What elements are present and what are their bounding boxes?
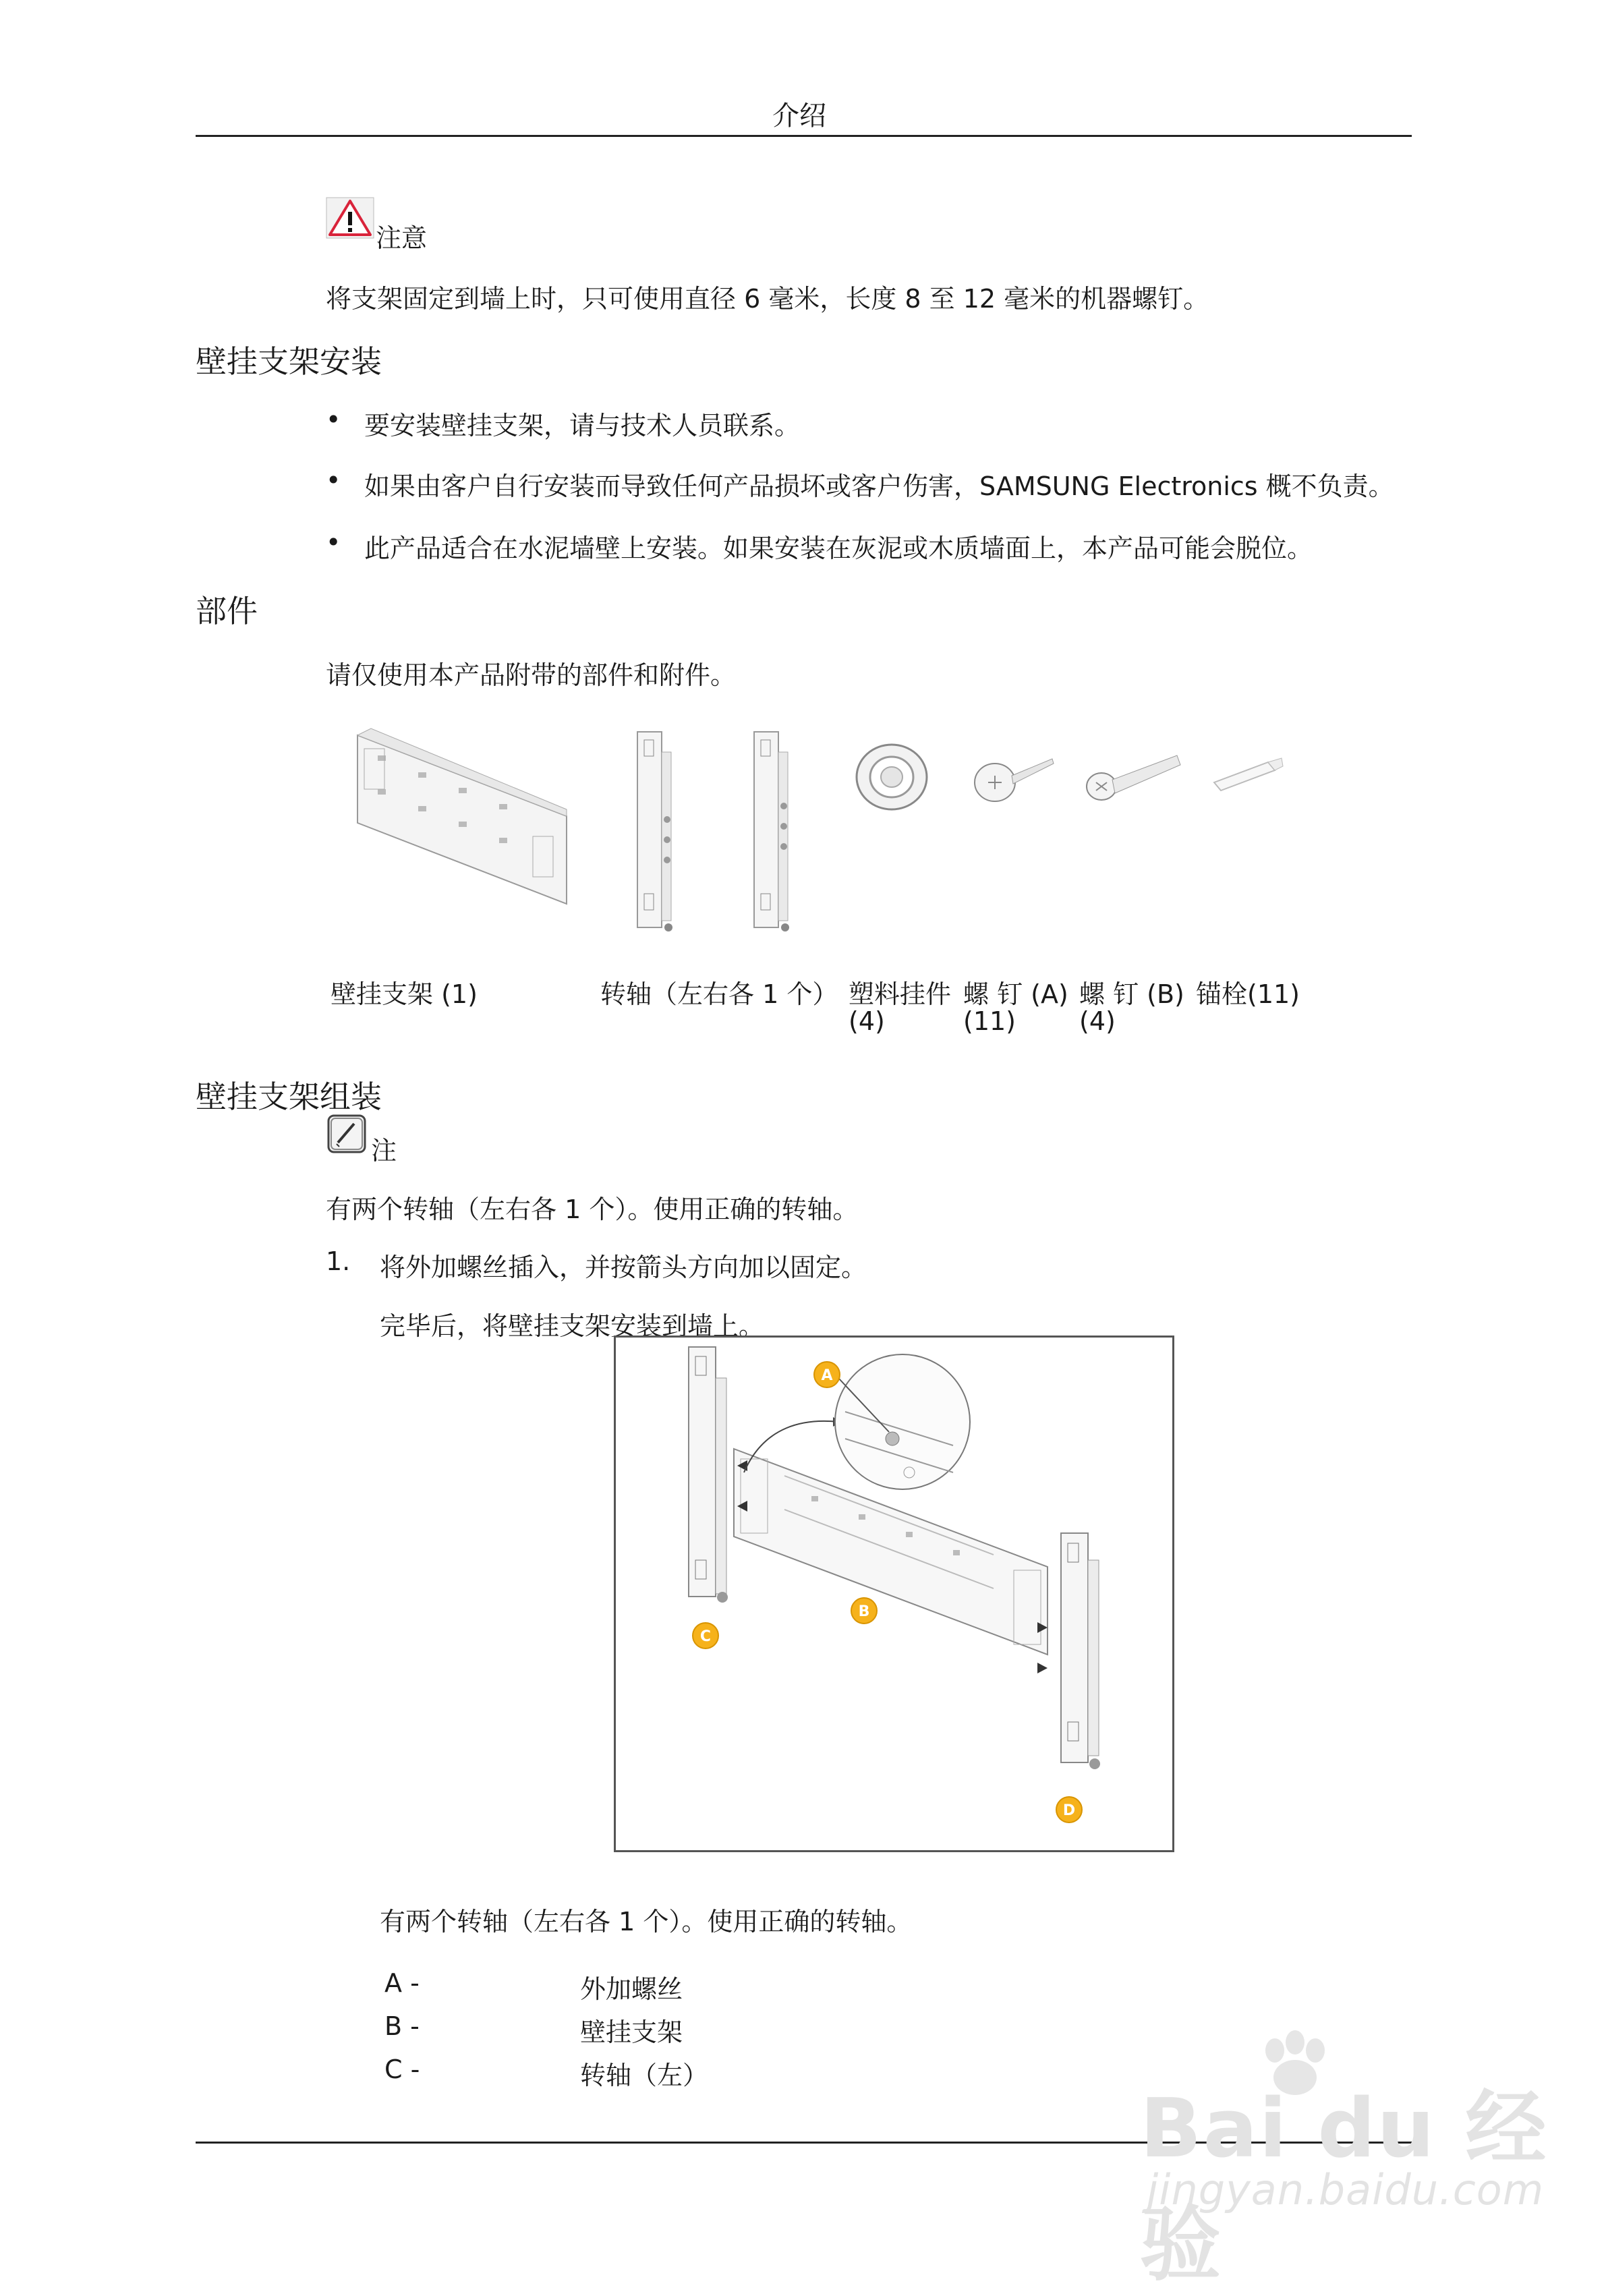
hinge-right-illustration bbox=[747, 725, 795, 941]
screw-a-illustration bbox=[971, 742, 1059, 809]
section-heading-assembly: 壁挂支架组装 bbox=[196, 1079, 382, 1115]
section-heading-parts: 部件 bbox=[196, 593, 258, 629]
part-label-hinge: 转轴（左右各 1 个） bbox=[600, 979, 838, 1009]
part-label-anchor: 锚栓(11) bbox=[1196, 979, 1300, 1009]
page-header-title: 介绍 bbox=[772, 101, 826, 132]
part-label-screw-a: 螺 钉 (A) bbox=[963, 979, 1068, 1009]
badge-a-label: A bbox=[821, 1367, 833, 1384]
part-label-bracket: 壁挂支架 (1) bbox=[331, 979, 478, 1009]
part-label-screw-b: 螺 钉 (B) bbox=[1079, 979, 1184, 1009]
note-pencil-icon bbox=[326, 1113, 368, 1155]
part-label-hanger: 塑料挂件 bbox=[849, 979, 952, 1009]
legend-key-c: C - bbox=[384, 2055, 420, 2084]
anchor-illustration bbox=[1207, 749, 1288, 803]
watermark-url: jingyan.baidu.com bbox=[1147, 2165, 1545, 2214]
caution-text: 将支架固定到墙上时，只可使用直径 6 毫米，长度 8 至 12 毫米的机器螺钉。 bbox=[326, 284, 1209, 314]
legend-value-c: 转轴（左） bbox=[580, 2061, 709, 2090]
legend-key-b: B - bbox=[384, 2011, 420, 2041]
legend-value-b: 壁挂支架 bbox=[580, 2017, 683, 2047]
step-text: 将外加螺丝插入，并按箭头方向加以固定。 bbox=[380, 1253, 867, 1282]
badge-c-label: C bbox=[699, 1628, 712, 1645]
bullet-dot: • bbox=[326, 405, 341, 434]
warning-triangle-icon bbox=[326, 197, 374, 239]
hinge-left-illustration bbox=[631, 725, 678, 941]
install-bullet-2: 如果由客户自行安装而导致任何产品损坏或客户伤害，SAMSUNG Electronics 概不负责。 bbox=[364, 471, 1394, 501]
step-subtext: 完毕后，将壁挂支架安装到墙上。 bbox=[380, 1311, 765, 1341]
header-rule bbox=[196, 135, 1412, 137]
assembly-diagram bbox=[614, 1336, 1174, 1852]
note-text: 有两个转轴（左右各 1 个）。使用正确的转轴。 bbox=[326, 1195, 859, 1224]
watermark-brand: Bai du 经验 bbox=[1140, 2082, 1548, 2292]
badge-b-label: B bbox=[858, 1603, 870, 1620]
step-number: 1. bbox=[326, 1246, 351, 1276]
bullet-dot: • bbox=[326, 527, 341, 557]
note-title: 注 bbox=[371, 1136, 397, 1166]
part-label-hanger-qty: (4) bbox=[849, 1006, 885, 1036]
wall-bracket-illustration bbox=[351, 722, 573, 911]
install-bullet-1: 要安装壁挂支架，请与技术人员联系。 bbox=[364, 411, 801, 440]
legend-key-a: A - bbox=[384, 1968, 420, 1998]
part-label-screw-a-qty: (11) bbox=[963, 1006, 1016, 1036]
section-heading-install: 壁挂支架安装 bbox=[196, 343, 382, 380]
screw-b-illustration bbox=[1083, 742, 1184, 809]
badge-d-label: D bbox=[1062, 1802, 1076, 1819]
diagram-caption: 有两个转轴（左右各 1 个）。使用正确的转轴。 bbox=[380, 1907, 913, 1936]
legend-value-a: 外加螺丝 bbox=[580, 1974, 683, 2004]
caution-title: 注意 bbox=[376, 223, 428, 253]
bullet-dot: • bbox=[326, 465, 341, 495]
part-label-screw-b-qty: (4) bbox=[1079, 1006, 1116, 1036]
parts-intro: 请仅使用本产品附带的部件和附件。 bbox=[326, 660, 737, 690]
plastic-hanger-illustration bbox=[850, 735, 938, 816]
install-bullet-3: 此产品适合在水泥墙壁上安装。如果安装在灰泥或木质墙面上，本产品可能会脱位。 bbox=[364, 534, 1313, 563]
